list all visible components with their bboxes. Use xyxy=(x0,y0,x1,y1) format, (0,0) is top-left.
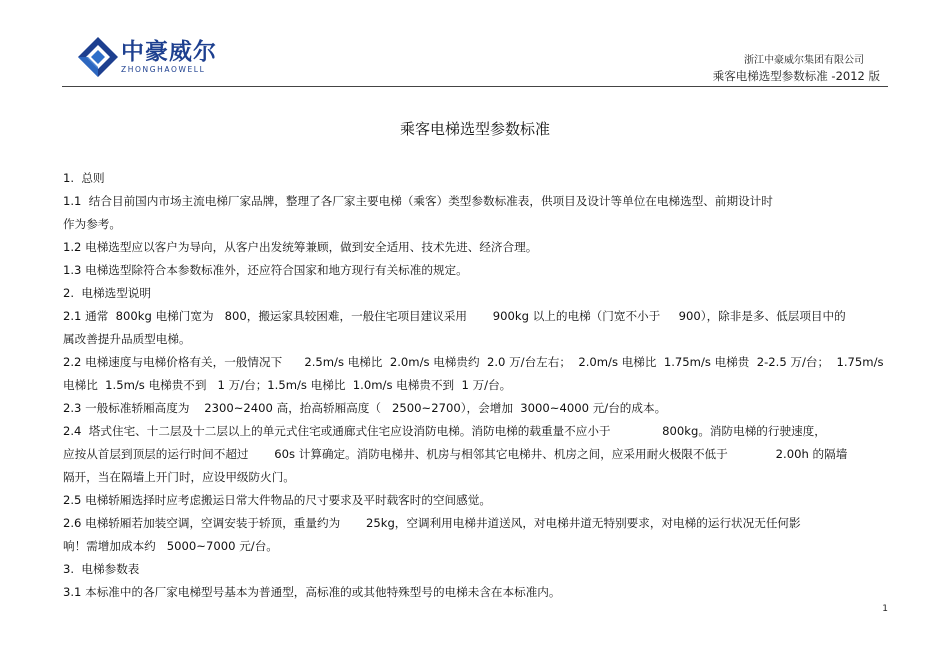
section-heading: 3. 电梯参数表 xyxy=(63,562,140,576)
paragraph-line: 隔开，当在隔墙上开门时，应设甲级防火门。 xyxy=(63,470,295,484)
paragraph-line: 2.3 一般标准轿厢高度为 2300~2400 高，抬高轿厢高度（ 2500~2700），会增加 3000~4000 元/台的成本。 xyxy=(63,401,667,415)
header-divider xyxy=(62,86,888,87)
page-number: 1 xyxy=(882,604,888,614)
logo-english-name: ZHONGHAOWELL xyxy=(121,65,206,74)
paragraph-line: 1.1 结合目前国内市场主流电梯厂家品牌，整理了各厂家主要电梯（乘客）类型参数标准表，供项目及设计等单位在电梯选型、前期设计时 xyxy=(63,194,773,208)
paragraph-line: 2.6 电梯轿厢若加装空调，空调安装于轿顶，重量约为 25kg，空调利用电梯井道送风，对电梯井道无特别要求，对电梯的运行状况无任何影 xyxy=(63,516,801,530)
paragraph-line: 电梯比 1.5m/s 电梯贵不到 1 万/台；1.5m/s 电梯比 1.0m/s 电梯贵不到 1 万/台。 xyxy=(63,378,512,392)
logo-chinese-name: 中豪威尔 xyxy=(121,39,217,65)
zhonghaowell-logo-icon xyxy=(77,36,119,78)
document-body xyxy=(63,167,893,604)
paragraph-line: 1.2 电梯选型应以客户为导向，从客户出发统筹兼顾，做到安全适用、技术先进、经济合理。 xyxy=(63,240,538,254)
header-company-name: 浙江中豪威尔集团有限公司 xyxy=(744,55,864,66)
paragraph-line: 属改善提升品质型电梯。 xyxy=(63,332,191,346)
company-logo xyxy=(77,37,217,77)
section-heading: 1. 总则 xyxy=(63,171,105,185)
section-heading: 2. 电梯选型说明 xyxy=(63,286,151,300)
paragraph-line: 作为参考。 xyxy=(63,217,121,231)
page-title: 乘客电梯选型参数标准 xyxy=(399,120,550,138)
paragraph-line: 2.4 塔式住宅、十二层及十二层以上的单元式住宅或通廊式住宅应设消防电梯。消防电梯的载重量不应小于 800kg。消防电梯的行驶速度， xyxy=(63,424,826,438)
paragraph-line: 1.3 电梯选型除符合本参数标准外，还应符合国家和地方现行有关标准的规定。 xyxy=(63,263,468,277)
header-document-title: 乘客电梯选型参数标准 -2012 版 xyxy=(712,69,880,83)
paragraph-line: 2.5 电梯轿厢选择时应考虑搬运日常大件物品的尺寸要求及平时载客时的空间感觉。 xyxy=(63,493,491,507)
paragraph-line: 2.2 电梯速度与电梯价格有关，一般情况下 2.5m/s 电梯比 2.0m/s 电梯贵约 2.0 万/台左右； 2.0m/s 电梯比 1.75m/s 电梯贵 2-2.5 万/台； 1.75m/s xyxy=(63,355,884,369)
paragraph-line: 2.1 通常 800kg 电梯门宽为 800，搬运家具较困难，一般住宅项目建议采用 900kg 以上的电梯（门宽不小于 900），除非是多、低层项目中的 xyxy=(63,309,846,323)
paragraph-line: 响！需增加成本约 5000~7000 元/台。 xyxy=(63,539,278,553)
paragraph-line: 应按从首层到顶层的运行时间不超过 60s 计算确定。消防电梯井、机房与相邻其它电梯井、机房之间，应采用耐火极限不低于 2.00h 的隔墙 xyxy=(63,447,848,461)
paragraph-line: 3.1 本标准中的各厂家电梯型号基本为普通型，高标准的或其他特殊型号的电梯未含在本标准内。 xyxy=(63,585,561,599)
